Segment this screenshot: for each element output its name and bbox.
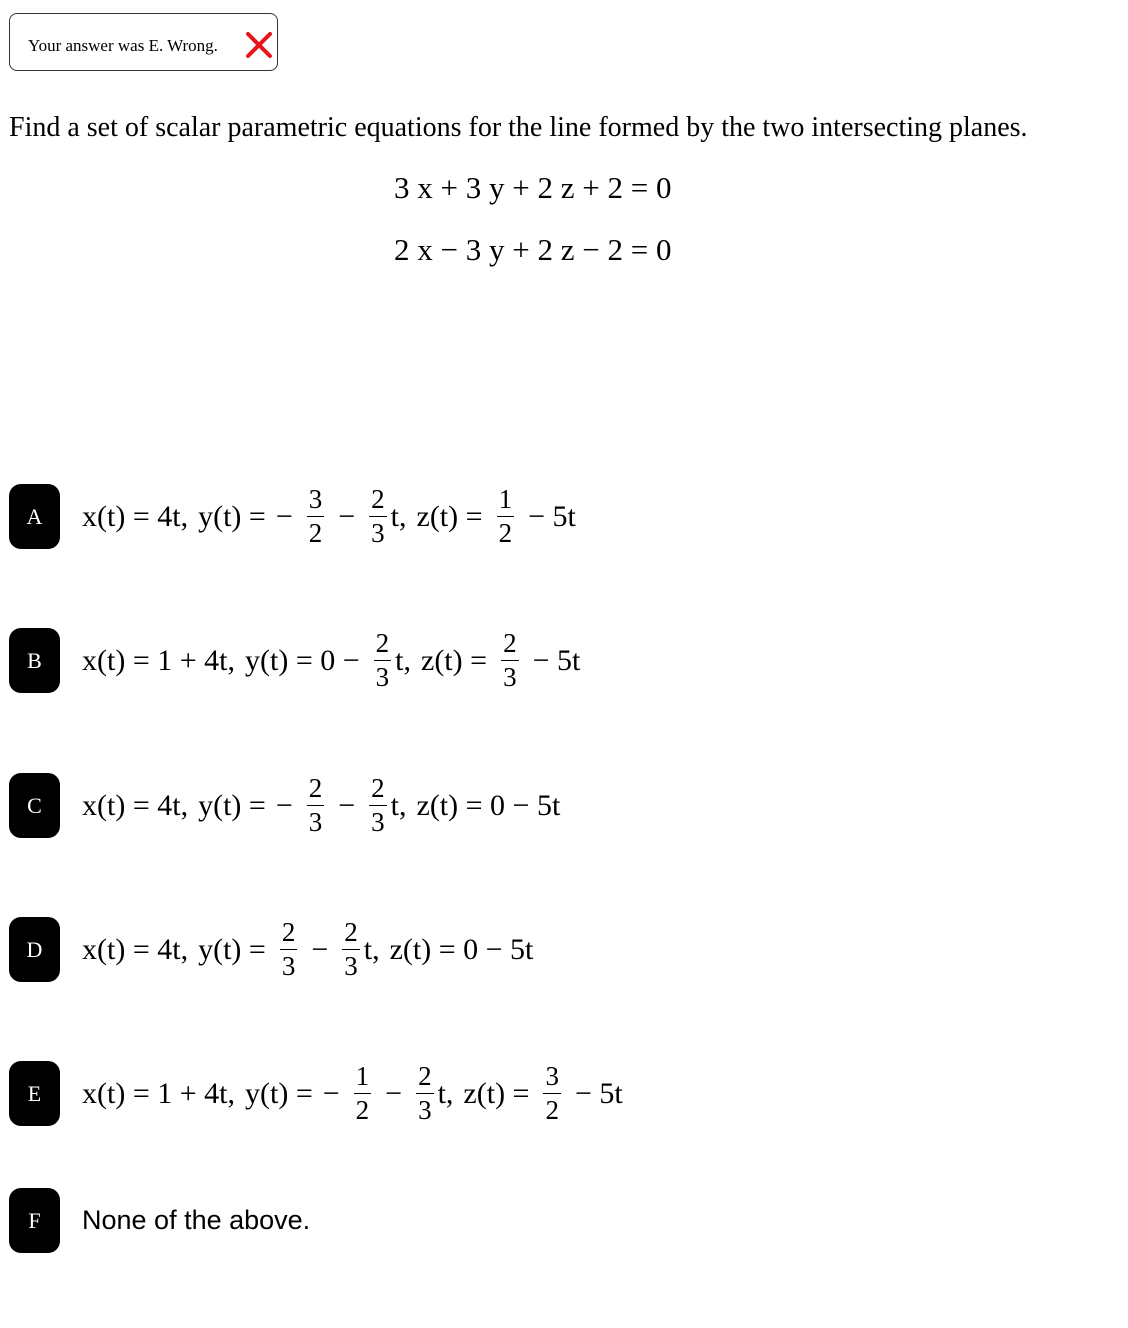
option-c[interactable]	[9, 773, 1109, 838]
y-operator: −	[338, 499, 356, 533]
y-sign: −	[275, 499, 293, 533]
y-lhs: y(t) = 0 −	[245, 643, 360, 677]
z-lhs: z(t) =	[416, 499, 483, 533]
y-coefficient-fraction: $\frac{2}{3}$	[344, 917, 358, 981]
option-letter-badge[interactable]: E	[9, 1061, 60, 1126]
option-d[interactable]	[9, 917, 1109, 982]
option-f[interactable]	[9, 1188, 1109, 1253]
option-e[interactable]	[9, 1061, 1109, 1126]
option-letter-badge[interactable]: F	[9, 1188, 60, 1253]
z-tail: − 5t	[528, 499, 576, 533]
x-equation: x(t) = 4t,	[82, 932, 189, 966]
y-constant-fraction: $\frac{2}{3}$	[308, 773, 323, 837]
x-equation: x(t) = 1 + 4t,	[82, 643, 235, 677]
y-lhs: y(t) =	[198, 788, 266, 822]
option-a[interactable]	[9, 484, 1109, 549]
y-parameter: t,	[363, 932, 380, 966]
y-operator: −	[338, 788, 356, 822]
z-equation: z(t) = 0 − 5t	[416, 788, 561, 822]
z-tail: − 5t	[574, 1076, 623, 1110]
x-equation: x(t) = 1 + 4t,	[82, 1076, 235, 1110]
option-b[interactable]	[9, 628, 1109, 693]
y-lhs: y(t) =	[198, 932, 266, 966]
question-text: Find a set of scalar parametric equations for the line formed by the two intersecting planes.	[9, 112, 1028, 143]
feedback-message: Your answer was E. Wrong.	[28, 36, 218, 55]
plane-equation-2: 2 x − 3 y + 2 z − 2 = 0	[394, 232, 672, 267]
y-sign: −	[322, 1076, 340, 1110]
option-letter-badge[interactable]: C	[9, 773, 60, 838]
x-equation: x(t) = 4t,	[82, 788, 189, 822]
option-expression[interactable]	[82, 1061, 623, 1126]
y-constant-fraction: $\frac{2}{3}$	[281, 917, 296, 981]
plane-equation-1: 3 x + 3 y + 2 z + 2 = 0	[394, 170, 672, 205]
z-lhs: z(t) =	[421, 643, 488, 677]
y-constant-fraction: $\frac{3}{2}$	[308, 484, 323, 548]
z-constant-fraction: $\frac{2}{3}$	[503, 628, 517, 692]
y-parameter: t,	[437, 1076, 454, 1110]
option-expression[interactable]	[82, 628, 580, 693]
option-letter-badge[interactable]: D	[9, 917, 60, 982]
y-lhs: y(t) =	[245, 1076, 313, 1110]
y-coefficient-fraction: $\frac{2}{3}$	[375, 628, 390, 692]
y-constant-fraction: $\frac{1}{2}$	[355, 1061, 370, 1125]
y-operator: −	[385, 1076, 403, 1110]
y-lhs: y(t) =	[198, 499, 266, 533]
y-coefficient-fraction: $\frac{2}{3}$	[418, 1061, 432, 1125]
wrong-x-icon	[244, 30, 274, 60]
y-coefficient-fraction: $\frac{2}{3}$	[371, 484, 385, 548]
x-equation: x(t) = 4t,	[82, 499, 189, 533]
y-sign: −	[275, 788, 293, 822]
y-operator: −	[311, 932, 329, 966]
option-text[interactable]: None of the above.	[82, 1205, 311, 1235]
option-letter-badge[interactable]: B	[9, 628, 60, 693]
option-expression[interactable]	[82, 917, 533, 982]
z-tail: − 5t	[532, 643, 581, 677]
option-expression[interactable]	[82, 773, 560, 838]
y-parameter: t,	[395, 643, 411, 677]
y-parameter: t,	[390, 499, 407, 533]
option-expression[interactable]	[82, 484, 576, 549]
y-parameter: t,	[390, 788, 407, 822]
z-equation: z(t) = 0 − 5t	[389, 932, 534, 966]
z-lhs: z(t) =	[463, 1076, 530, 1110]
answer-feedback-box	[9, 13, 278, 71]
option-letter-badge[interactable]: A	[9, 484, 60, 549]
z-constant-fraction: $\frac{1}{2}$	[498, 484, 513, 548]
z-constant-fraction: $\frac{3}{2}$	[545, 1061, 559, 1125]
y-coefficient-fraction: $\frac{2}{3}$	[371, 773, 385, 837]
